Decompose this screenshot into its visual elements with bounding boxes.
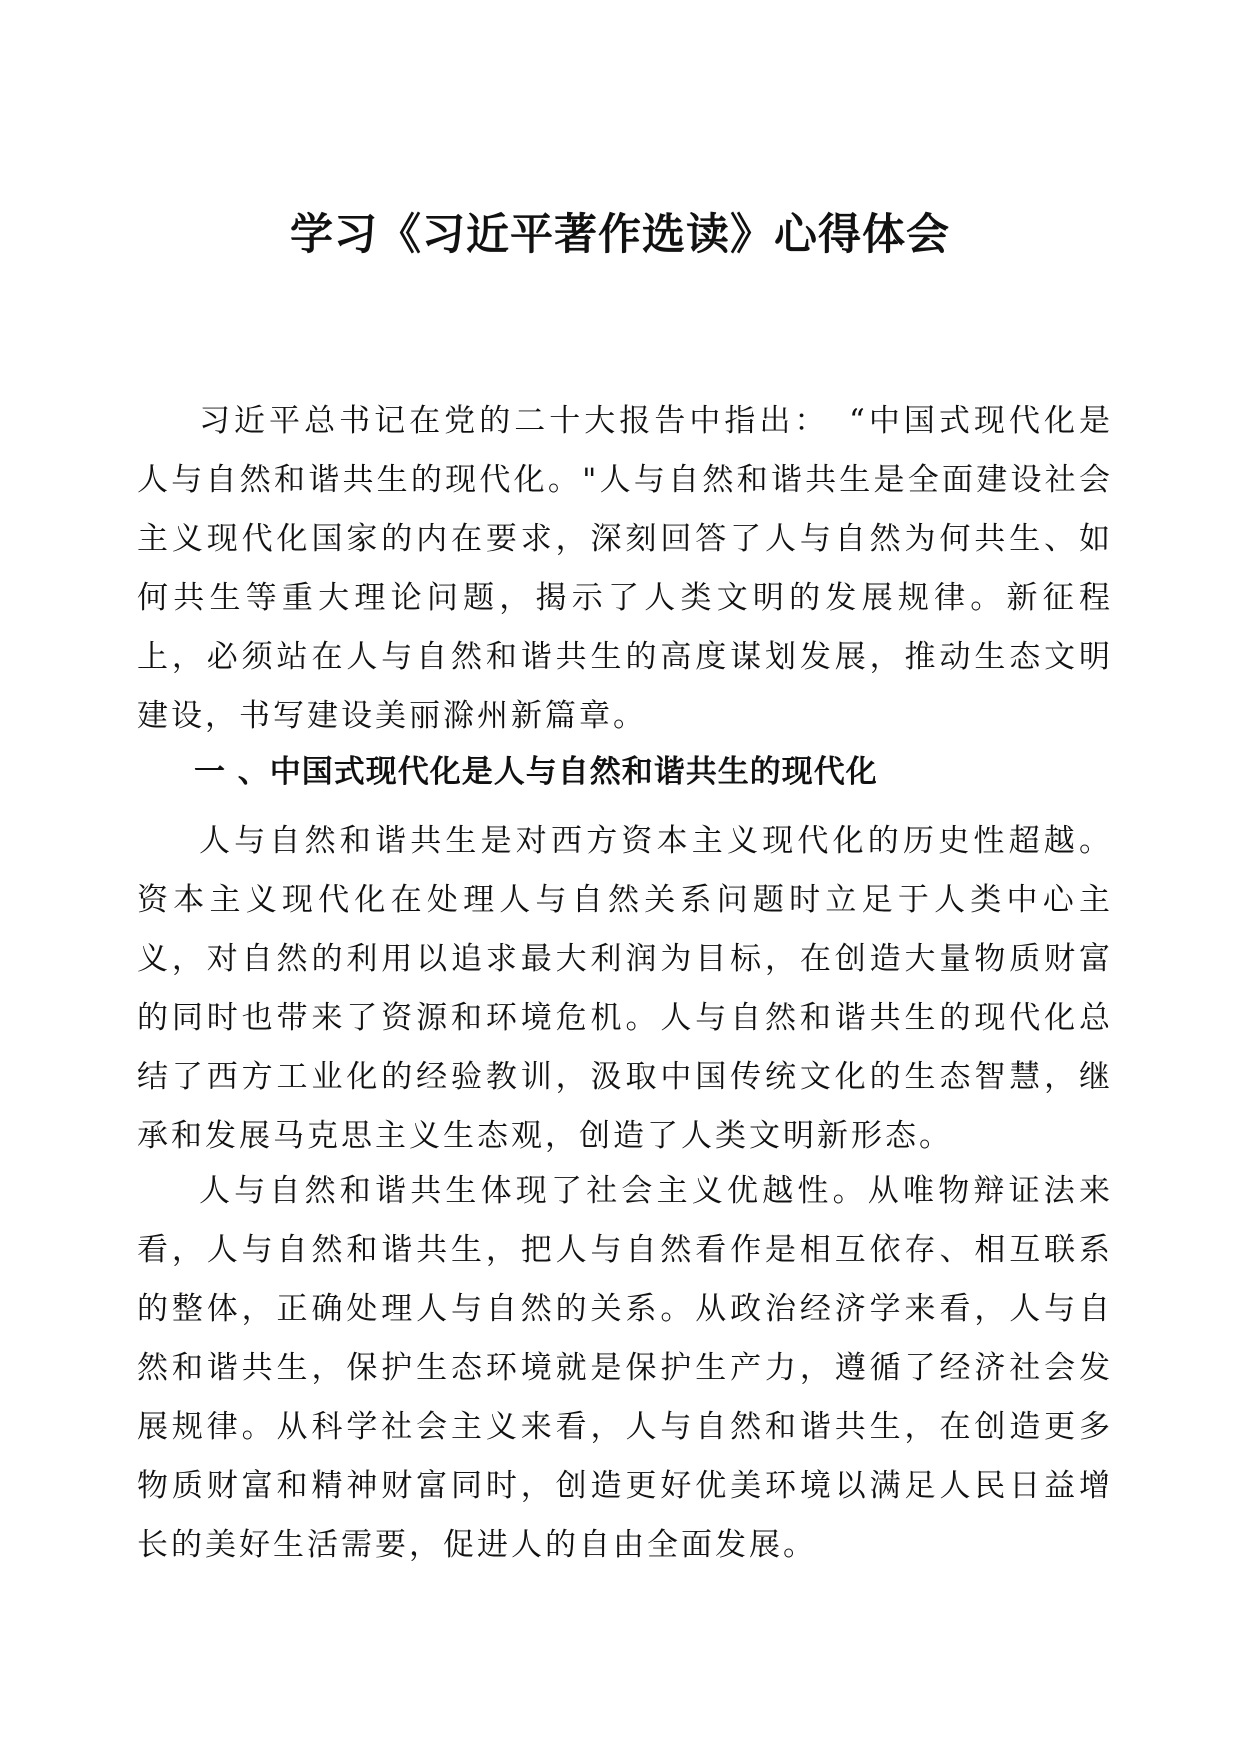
- section-1-paragraph-2: 人与自然和谐共生体现了社会主义优越性。从唯物辩证法来看，人与自然和谐共生，把人与自然看作是相互依存、相互联系的整体，正确处理人与自然的关系。从政治经济学来看，人与自然和谐共生，保护生态环境就是保护生产力，遵循了经济社会发展规律。从科学社会主义来看，人与自然和谐共生，在创造更多物质财富和精神财富同时，创造更好优美环境以满足人民日益增长的美好生活需要，促进人的自由全面发展。: [137, 1173, 1113, 1563]
- intro-paragraph: 习近平总书记在党的二十大报告中指出： “中国式现代化是人与自然和谐共生的现代化。"人与自然和谐共生是全面建设社会主义现代化国家的内在要求，深刻回答了人与自然为何共生、如何共生等重大理论问题，揭示了人类文明的发展规律。新征程上，必须站在人与自然和谐共生的高度谋划发展，推动生态文明建设，书写建设美丽滁州新篇章。: [137, 403, 1113, 734]
- section-1-paragraph-1: 人与自然和谐共生是对西方资本主义现代化的历史性超越。资本主义现代化在处理人与自然关系问题时立足于人类中心主义，对自然的利用以追求最大利润为目标，在创造大量物质财富的同时也带来了资源和环境危机。人与自然和谐共生的现代化总结了西方工业化的经验教训，汲取中国传统文化的生态智慧，继承和发展马克思主义生态观，创造了人类文明新形态。: [137, 823, 1113, 1154]
- section-1-heading: 一 、中国式现代化是人与自然和谐共生的现代化: [194, 754, 878, 790]
- document-title: 学习《习近平著作选读》心得体会: [290, 210, 950, 260]
